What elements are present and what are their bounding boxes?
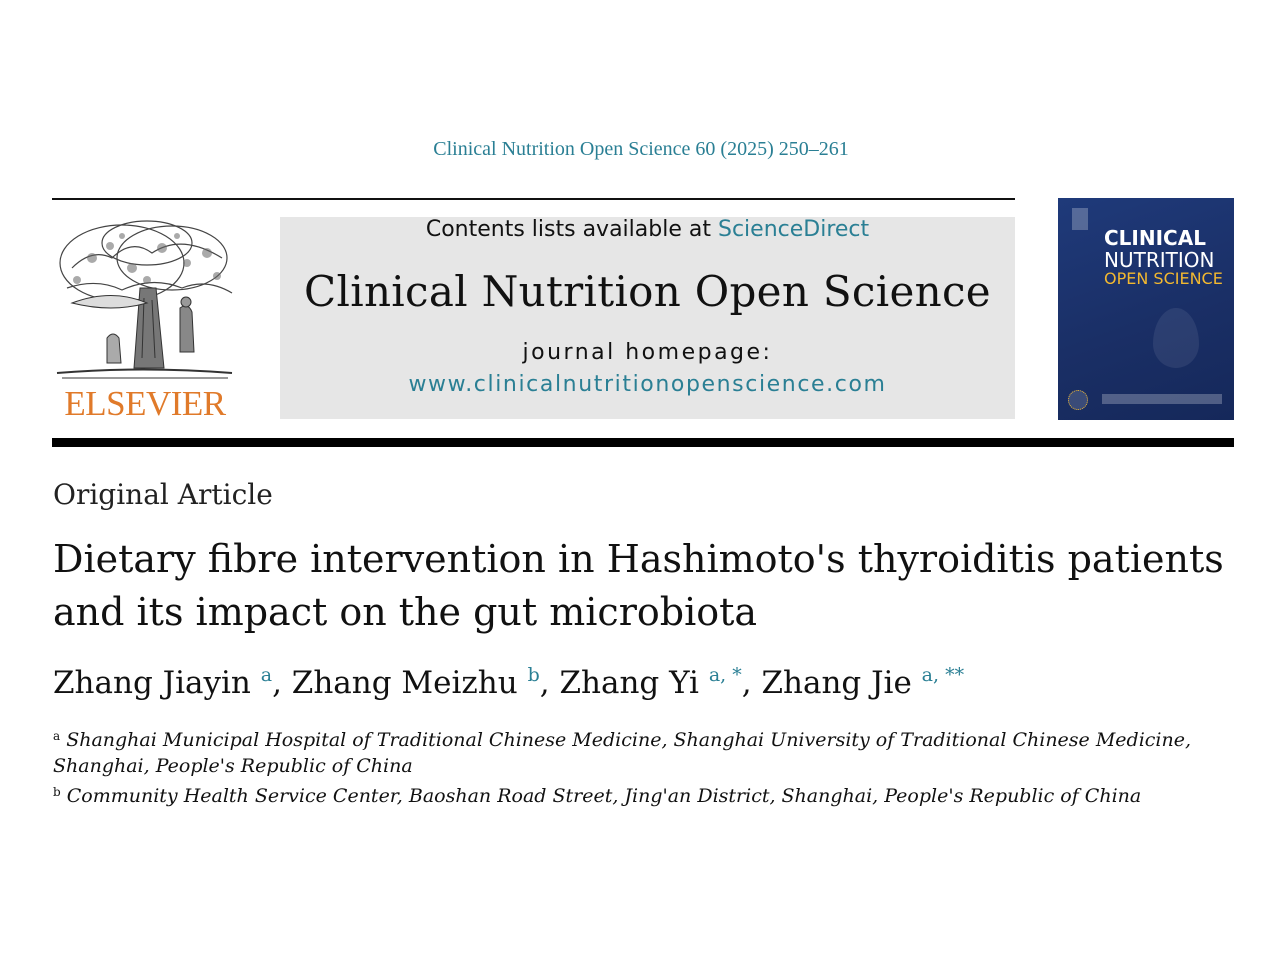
affiliation-text: Shanghai Municipal Hospital of Traditional Chinese Medicine, Shanghai University of Traditional Chinese Medicine, Shanghai, People's Republic of China bbox=[53, 729, 1192, 777]
cover-title-line2: NUTRITION bbox=[1104, 248, 1215, 272]
author-name[interactable]: Zhang Yi bbox=[559, 665, 699, 701]
contents-line bbox=[280, 217, 1015, 242]
journal-cover bbox=[1058, 198, 1234, 420]
journal-citation: Clinical Nutrition Open Science 60 (2025) 250–261 bbox=[433, 138, 849, 160]
contents-prefix: Contents lists available at bbox=[425, 217, 718, 242]
affiliation bbox=[53, 779, 1213, 809]
cover-title-line3: OPEN SCIENCE bbox=[1104, 269, 1223, 288]
journal-name: Clinical Nutrition Open Science bbox=[304, 267, 991, 316]
author-marks[interactable]: b bbox=[527, 664, 540, 686]
droplet-icon bbox=[1153, 308, 1199, 368]
article-type: Original Article bbox=[53, 478, 273, 511]
masthead-divider bbox=[52, 438, 1234, 447]
cover-logo-icon bbox=[1072, 208, 1088, 230]
author-marks[interactable]: a, ** bbox=[921, 664, 965, 686]
affiliation bbox=[53, 723, 1213, 779]
sciencedirect-link[interactable]: ScienceDirect bbox=[717, 217, 870, 242]
society-badge-icon bbox=[1068, 390, 1088, 410]
author-name[interactable]: Zhang Meizhu bbox=[291, 665, 518, 701]
cover-tagline bbox=[1102, 394, 1222, 404]
homepage-link[interactable]: www.clinicalnutritionopenscience.com bbox=[408, 372, 887, 397]
author-list: Zhang Jiayin $^a$, Zhang Meizhu $^b$, Zhang Yi $^{a, *}$, Zhang Jie $^{a, **}$ bbox=[53, 664, 965, 701]
author-name[interactable]: Zhang Jie bbox=[761, 665, 912, 701]
affiliation-mark: b bbox=[53, 785, 61, 799]
cover-title-line1: CLINICAL bbox=[1104, 226, 1206, 250]
homepage-label: journal homepage: bbox=[522, 340, 773, 365]
article-title: Dietary fibre intervention in Hashimoto's thyroiditis patients and its impact on the gut microbiota bbox=[53, 537, 1224, 634]
publisher-logo bbox=[52, 218, 238, 422]
author-marks[interactable]: a, * bbox=[708, 664, 742, 686]
publisher-name: ELSEVIER bbox=[64, 384, 226, 423]
author-marks[interactable]: a bbox=[260, 664, 273, 686]
tree-logo-icon bbox=[52, 218, 238, 383]
affiliation-text: Community Health Service Center, Baoshan Road Street, Jing'an District, Shanghai, People's Republic of China bbox=[66, 785, 1142, 807]
author-name[interactable]: Zhang Jiayin bbox=[53, 665, 251, 701]
affiliations bbox=[53, 723, 1213, 809]
affiliation-mark: a bbox=[53, 729, 61, 743]
journal-masthead bbox=[280, 217, 1015, 419]
header-divider bbox=[52, 198, 1015, 200]
